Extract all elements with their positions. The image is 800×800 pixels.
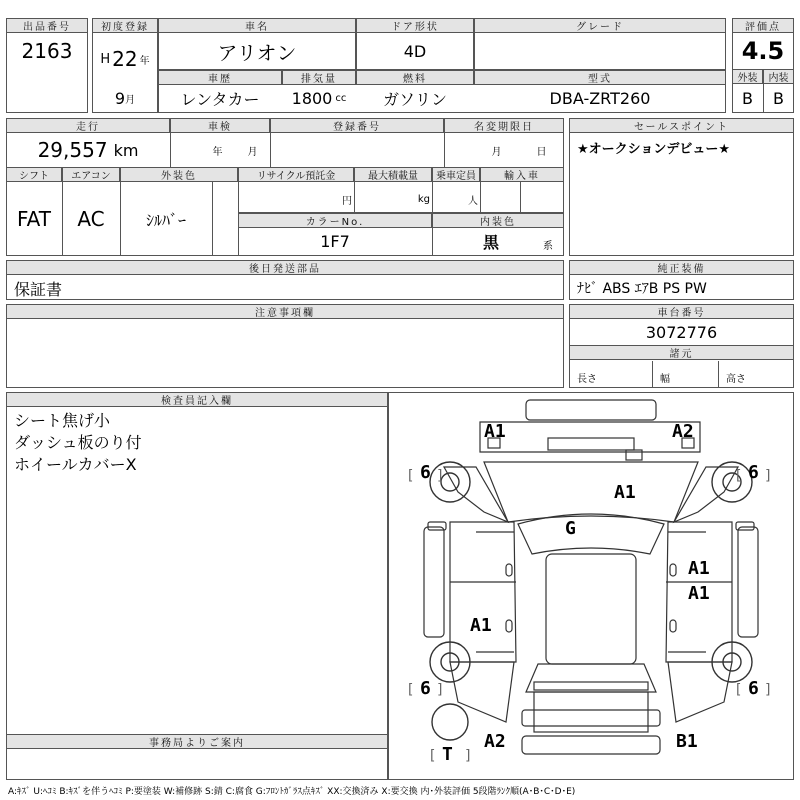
interior-grade: B [773,88,784,108]
name-change-label: 名変期限日 [444,118,564,133]
history-label: 車歴 [158,70,282,85]
fuel-label: 燃料 [356,70,474,85]
model-label: 型式 [474,70,726,85]
mark-front-left: A1 [484,421,506,442]
grade [474,33,726,69]
tire-front-right [712,462,752,502]
rear-fender-left [450,662,514,722]
right-step [738,527,758,637]
reg-year: 22 [112,47,138,71]
legend: A:ｷｽﾞ U:ﾍｺﾐ B:ｷｽﾞを伴うﾍｺﾐ P:要塗装 W:補修跡 S:錆 C:腐食 G:ﾌﾛﾝﾄｶﾞﾗｽ点ｷｽﾞ XX:交換済み X:要交換 内･外装評価 5段階ﾗﾝｸ順(A･B･C･D･E) [8,786,576,797]
history: レンタカー [180,90,260,109]
car-condition-diagram [388,392,794,780]
hood [484,462,698,522]
notes-text [6,322,564,346]
mileage: 29,557 [37,138,108,162]
load-unit: kg [417,193,430,205]
mark-windshield: G [565,518,576,539]
sales-point-text: ★オークションデビュー★ [577,141,731,157]
svg-text:[: [ [734,468,743,484]
rear-window [526,664,656,692]
svg-text:[: [ [734,682,743,698]
reg-month: 9 [114,88,126,108]
grille [548,438,634,450]
notes-label: 注意事項欄 [6,304,564,319]
era: H [100,51,111,67]
fuel: ガソリン [382,90,447,109]
tire-rl-depth: 6 [420,678,431,699]
tire-fl-depth: 6 [420,462,431,483]
svg-text:]: ] [764,468,773,484]
rear-fender-right [668,662,732,722]
spare-tire-mark: T [442,744,453,765]
doors: 4D [403,41,427,61]
ac: AC [77,207,105,231]
mark-front-right: A2 [672,421,694,442]
displacement-unit: cc [335,93,347,104]
tire-fr-depth: 6 [748,462,759,483]
mileage-label: 走行 [6,118,170,133]
score-label: 評価点 [732,18,794,33]
lot-no-label: 出品番号 [6,18,88,33]
fender-right [674,467,738,522]
exterior-grade: B [742,88,753,108]
equipment-label: 純正装備 [569,260,794,275]
recycle-label: リサイクル預託金 [238,167,354,182]
color-no: 1F7 [320,232,350,251]
interior-color: 黒 [482,233,499,252]
score: 4.5 [741,37,785,65]
inspector-line-1: シート焦げ小 [14,411,111,430]
ac-label: エアコン [62,167,120,182]
left-step [424,527,444,637]
front-panel [480,422,700,452]
inspector-label: 検査員記入欄 [6,392,388,407]
office-label: 事務局よりご案内 [6,734,388,749]
svg-text:]: ] [436,468,445,484]
displacement-label: 排気量 [282,70,356,85]
inspection-label: 車検 [170,118,270,133]
svg-text:[: [ [406,468,415,484]
registration-label: 登録番号 [270,118,444,133]
mark-left-rear-door: A1 [470,615,492,636]
svg-text:]: ] [436,682,445,698]
color-no-label: カラーNo. [238,213,432,228]
inspection-year-unit: 年 [212,146,223,158]
tire-rr-depth: 6 [748,678,759,699]
mark-right-rear-door: A1 [688,583,710,604]
grade-label: グレード [474,18,726,33]
left-side [450,522,516,662]
front-bumper [526,400,656,420]
spec-width: 幅 [660,374,670,385]
exterior-color: ｼﾙﾊﾞｰ [145,210,186,230]
car-name-label: 車名 [158,18,356,33]
capacity-unit: 人 [468,195,478,207]
interior-color-suffix: 系 [543,240,553,252]
parts-label: 後日発送部品 [6,260,564,275]
svg-text:[: [ [428,748,437,764]
mark-rear-right: B1 [676,731,698,752]
equipment-text: ﾅﾋﾞ ABS ｴｱB PS PW [577,281,707,297]
model: DBA-ZRT260 [549,89,651,108]
import-label: 輸入車 [480,167,564,182]
capacity-label: 乗車定員 [432,167,480,182]
interior-label: 内装 [763,69,794,84]
mark-rear-left: A2 [484,731,506,752]
sales-point-label: セールスポイント [569,118,794,133]
spare-tire [432,704,468,740]
windshield [518,514,664,554]
specs-label: 諸元 [569,345,794,360]
shift-label: シフト [6,167,62,182]
year-unit: 年 [139,55,150,67]
svg-text:]: ] [464,748,473,764]
exterior-label: 外装 [732,69,763,84]
displacement: 1800 [291,89,333,108]
mark-hood: A1 [614,482,636,503]
car-name: アリオン [217,40,297,65]
recycle-unit: 円 [342,195,352,207]
nc-day-unit: 日 [536,146,547,158]
color-label: 外装色 [120,167,238,182]
mileage-unit: km [113,140,139,160]
nc-month-unit: 月 [491,146,502,158]
lot-no: 2163 [21,39,73,63]
month-unit: 月 [125,94,136,106]
chassis-label: 車台番号 [569,304,794,319]
inspector-line-3: ホイールカバーX [14,455,137,474]
spec-height: 高さ [726,374,746,385]
roof [546,554,636,664]
svg-text:[: [ [406,682,415,698]
first-reg-label: 初度登録 [92,18,158,33]
mark-right-front-door: A1 [688,558,710,579]
svg-text:]: ] [764,682,773,698]
fender-left [444,467,508,522]
parts-text: 保証書 [14,279,63,299]
spec-length: 長さ [577,374,597,385]
chassis-number: 3072776 [645,322,718,342]
load-label: 最大積載量 [354,167,432,182]
inspector-line-2: ダッシュ板のり付 [14,433,142,452]
rear-apron [522,736,660,754]
doors-label: ドア形状 [356,18,474,33]
shift: FAT [16,207,51,231]
interior-color-label: 内装色 [432,213,564,228]
rear-bumper [522,710,660,726]
trunk-edge [534,682,648,690]
inspection-month-unit: 月 [247,146,258,158]
